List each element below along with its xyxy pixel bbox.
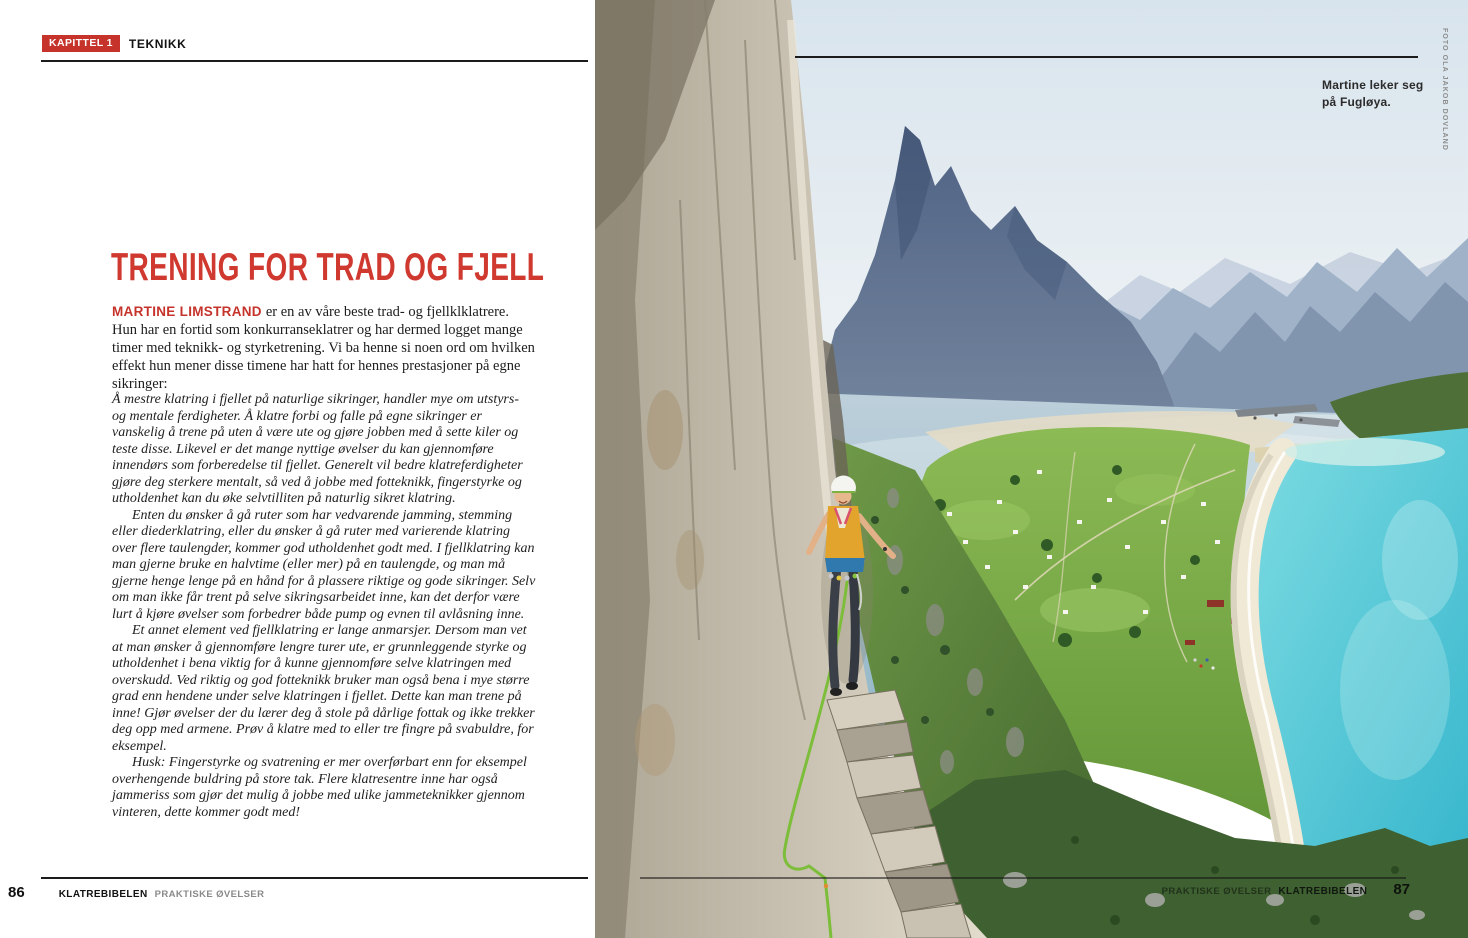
left-page-footer (8, 884, 264, 901)
photo-top-rule (795, 56, 1418, 58)
footer-rule (41, 877, 588, 879)
page-number: 86 (8, 884, 25, 901)
right-page-footer (1162, 881, 1410, 898)
harness (825, 558, 865, 572)
body-paragraph-3: Et annet element ved fjellklatring er lange anmarsjer. Dersom man vet at man ønsker å gjennomføre lengre turer ute, er grunnleggende styrke og utholdenhet i bena viktig for å kunne gjennomføre selve klatringen med overskudd. Ved riktig og god fotteknikk bruker man også bena i mye større grad enn hendene under selve klatringen i fjellet. Dette kan man trene på inne! Gjør øvelser der du lærer deg å stole på dårlige fottak og ikke trekker deg opp med armene. Prøv å klatre med to eller tre fingre på svabuldre, for eksempel. (112, 623, 535, 754)
header-rule (41, 60, 588, 62)
caption-line-2: på Fugløya. (1322, 95, 1391, 109)
article-body (112, 392, 536, 821)
intro-paragraph (112, 303, 536, 393)
body-paragraph-1: Å mestre klatring i fjellet på naturlige sikringer, handler mye om utstyrs- og mentale ferdigheter. Å klatre forbi og falle på egne sikringer er vanskelig å trene på uten å være ute og gjøre jobben med å sette kiler og teste disse. Likevel er det mange nyttige øvelser du kan gjennomføre innendørs som forberedelse til fjellet. Generelt vil bedre klatreferdigheter gjøre deg sterkere mentalt, så ved å jobbe med fotteknikk, fingerstyrke og utholdenhet kan du øke selvtilliten på naturlig sikret klatring. (112, 392, 523, 506)
left-page (0, 0, 595, 938)
article-title: TRENING FOR TRAD OG FJELL (111, 246, 545, 289)
chapter-section-label: TEKNIKK (128, 36, 187, 51)
right-page (595, 0, 1468, 938)
caption-line-1: Martine leker seg (1322, 78, 1424, 92)
body-paragraph-2: Enten du ønsker å gå ruter som har vedvarende jamming, stemming eller diederklatring, eller du ønsker å gå ruter med varierende klatring over flere taulengder, kommer god utholdenhet godt med. I fjellklatring kan man gjerne bruke en halvtime (eller mer) på en taulengde, og man må gjerne henge lenge på en hånd for å plassere riktige og gode sikringer. Selv om man ikke får trent på selve sikringsarbeidet inne, kan det derfor være lurt å kjøre øvelser som forbedrer både pump og evnen til avlåsning inne. (112, 507, 536, 622)
book-title: KLATREBIBELEN (58, 889, 148, 900)
intro-lead-name: MARTINE LIMSTRAND (112, 304, 262, 319)
photo-caption (1322, 77, 1423, 111)
photo-credit: FOTO OLA JAKOB DOVLAND (1441, 28, 1448, 151)
page-number: 87 (1393, 881, 1410, 898)
section-label: PRAKTISKE ØVELSER (154, 889, 265, 900)
photo-footer-rule (640, 877, 1406, 879)
chapter-header (42, 35, 186, 52)
book-title: KLATREBIBELEN (1278, 886, 1368, 897)
beach-bay (1234, 428, 1468, 868)
section-label: PRAKTISKE ØVELSER (1161, 886, 1272, 897)
climbing-photo-illustration (595, 0, 1468, 938)
chapter-badge: KAPITTEL 1 (42, 35, 120, 52)
quickdraw (824, 884, 828, 888)
intro-text: er en av våre beste trad- og fjellklklatrere. Hun har en fortid som konkurranseklatrer og har dermed logget mange timer med teknikk- og styrketrening. Vi ba henne si noen ord om hvilken effekt hun mener disse timene har hatt for hennes prestasjoner på egne sikringer: (112, 304, 535, 392)
body-paragraph-4: Husk: Fingerstyrke og svatrening er mer overførbart enn for eksempel overhengende buldring på store tak. Flere klatresentre inne har også jammeriss som gjør det mulig å jobbe med ulike jammeteknikker gjennom vinteren, dette kommer godt med! (112, 755, 527, 820)
